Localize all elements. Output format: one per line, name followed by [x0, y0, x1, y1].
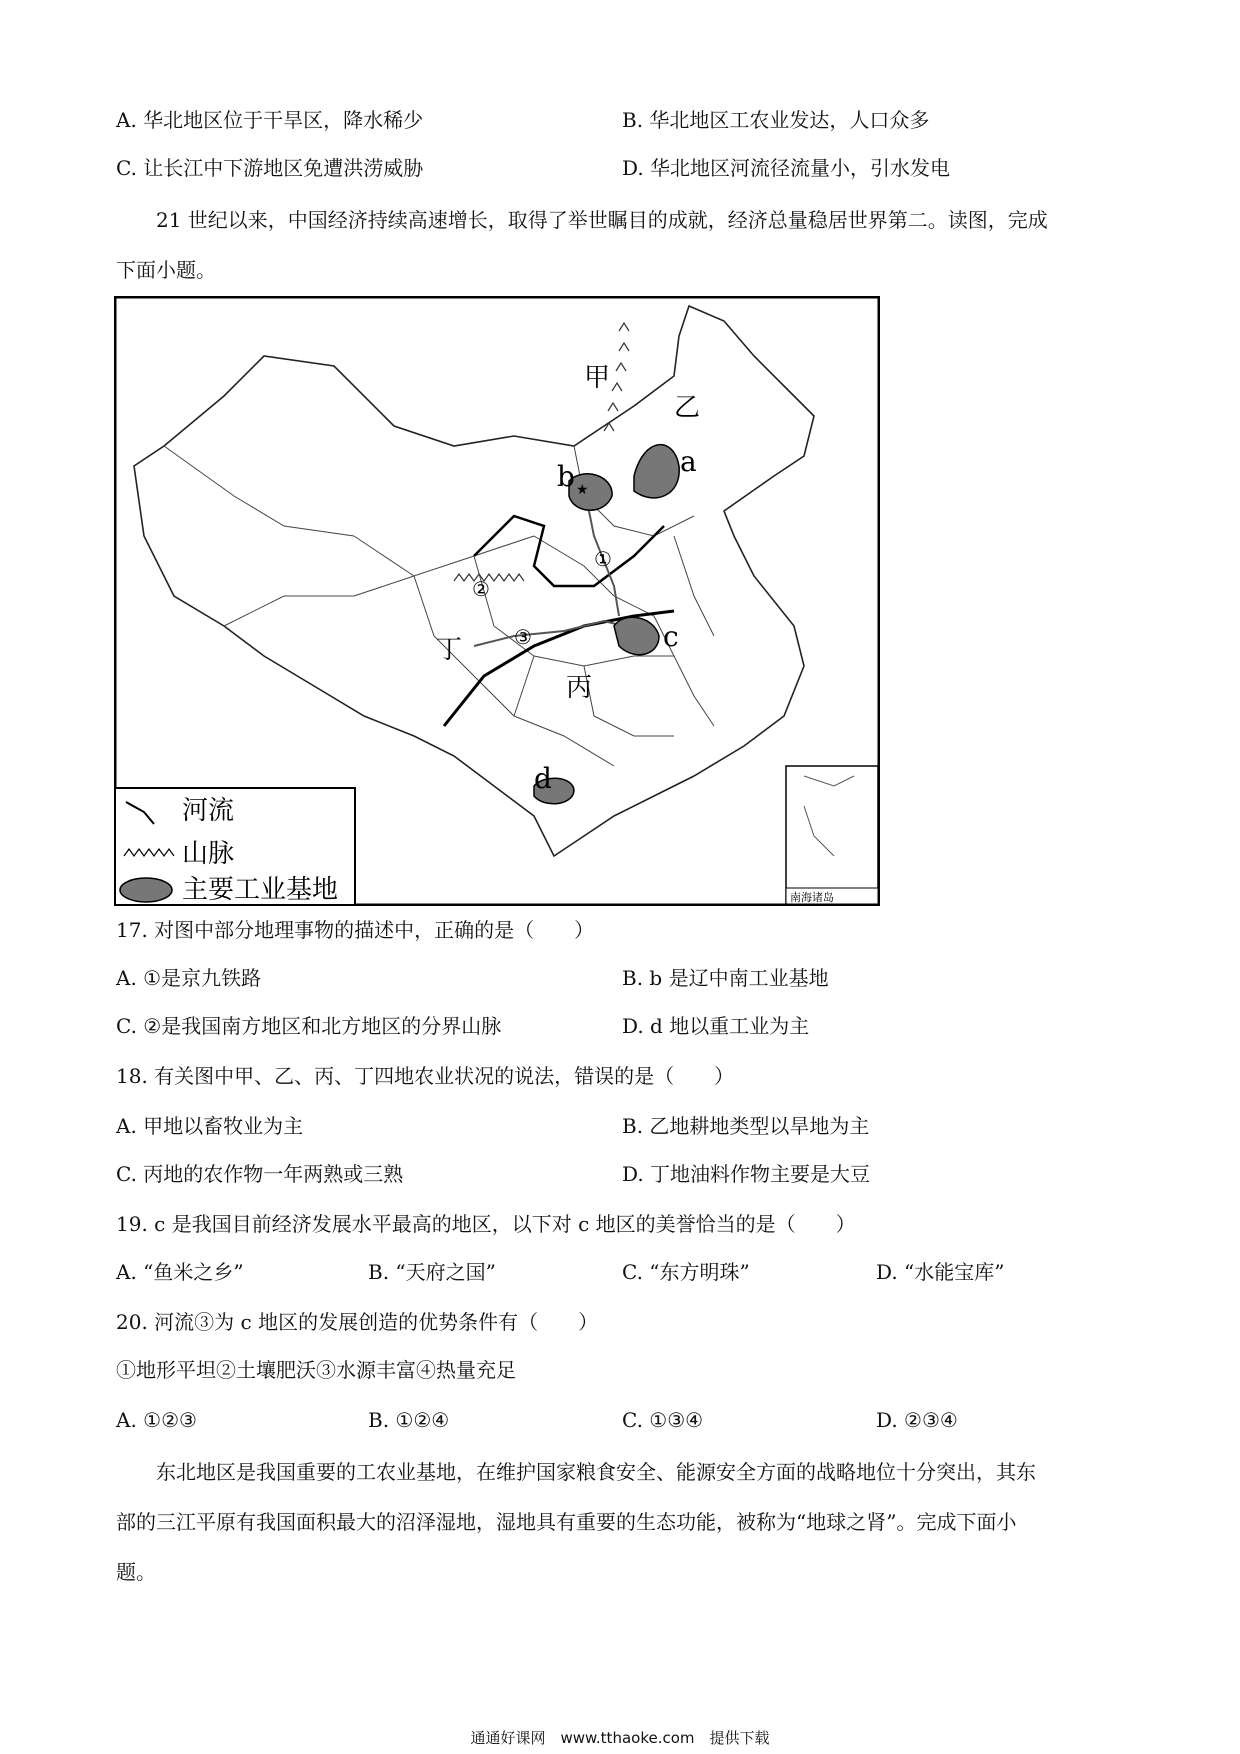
intro2-line3: 题。	[116, 1560, 156, 1584]
map-legend	[115, 788, 355, 905]
legend-base-symbol	[120, 878, 172, 902]
label-yi: 乙	[674, 393, 701, 423]
page-footer: 通通好课网 www.tthaoke.com 提供下载	[470, 1729, 770, 1747]
q20-option-c: C. ①③④	[622, 1408, 704, 1432]
label-two: ②	[472, 577, 490, 601]
legend-mountain: 山脉	[182, 839, 235, 869]
intro2-line1: 东北地区是我国重要的工农业基地，在维护国家粮食安全、能源安全方面的战略地位十分突出，其东	[156, 1460, 1036, 1484]
q19-option-d: D. “水能宝库”	[876, 1260, 1005, 1284]
q17-option-c: C. ②是我国南方地区和北方地区的分界山脉	[116, 1014, 502, 1038]
q19-option-c: C. “东方明珠”	[622, 1260, 750, 1284]
q16-option-a: A. 华北地区位于干旱区，降水稀少	[116, 108, 424, 132]
q16-option-c: C. 让长江中下游地区免遭洪涝威胁	[116, 156, 424, 180]
china-map-figure	[114, 296, 880, 906]
q19-stem: 19. c 是我国目前经济发展水平最高的地区，以下对 c 地区的美誉恰当的是（ ）	[116, 1212, 856, 1236]
q20-option-d: D. ②③④	[876, 1408, 958, 1432]
q19-option-a: A. “鱼米之乡”	[116, 1260, 244, 1284]
legend-river: 河流	[182, 796, 235, 826]
q20-stem: 20. 河流③为 c 地区的发展创造的优势条件有（ ）	[116, 1310, 599, 1334]
intro1-line1: 21 世纪以来，中国经济持续高速增长，取得了举世瞩目的成就，经济总量稳居世界第二。读图，完成	[156, 208, 1048, 232]
intro2-line2: 部的三江平原有我国面积最大的沼泽湿地，湿地具有重要的生态功能，被称为“地球之肾”。完成下面小	[116, 1510, 1017, 1534]
intro1-line2: 下面小题。	[116, 258, 216, 282]
q17-option-a: A. ①是京九铁路	[116, 966, 262, 990]
label-d: d	[534, 762, 552, 795]
q16-option-d: D. 华北地区河流径流量小，引水发电	[622, 156, 951, 180]
label-bing: 丙	[566, 673, 593, 703]
q20-option-b: B. ①②④	[368, 1408, 450, 1432]
q18-option-d: D. 丁地油料作物主要是大豆	[622, 1162, 871, 1186]
q18-stem: 18. 有关图中甲、乙、丙、丁四地农业状况的说法，错误的是（ ）	[116, 1064, 735, 1088]
q19-option-b: B. “天府之国”	[368, 1260, 496, 1284]
q18-option-b: B. 乙地耕地类型以旱地为主	[622, 1114, 870, 1138]
q17-option-b: B. b 是辽中南工业基地	[622, 966, 829, 990]
capital-star: ★	[576, 482, 589, 498]
label-one: ①	[594, 547, 612, 571]
q20-option-a: A. ①②③	[116, 1408, 197, 1432]
label-c: c	[663, 620, 679, 653]
q18-option-c: C. 丙地的农作物一年两熟或三熟	[116, 1162, 404, 1186]
q18-option-a: A. 甲地以畜牧业为主	[116, 1114, 304, 1138]
q17-stem: 17. 对图中部分地理事物的描述中，正确的是（ ）	[116, 918, 595, 942]
q17-option-d: D. d 地以重工业为主	[622, 1014, 810, 1038]
label-three: ③	[514, 625, 532, 649]
label-a: a	[680, 445, 697, 478]
inset-south-china-sea	[786, 766, 878, 904]
legend-base: 主要工业基地	[182, 875, 339, 905]
label-b: b	[557, 460, 575, 493]
inset-label: 南海诸岛	[790, 891, 834, 904]
q20-conditions: ①地形平坦②土壤肥沃③水源丰富④热量充足	[116, 1358, 516, 1382]
label-ding: 丁	[436, 635, 463, 665]
q16-option-b: B. 华北地区工农业发达，人口众多	[622, 108, 930, 132]
label-jia: 甲	[584, 363, 611, 393]
